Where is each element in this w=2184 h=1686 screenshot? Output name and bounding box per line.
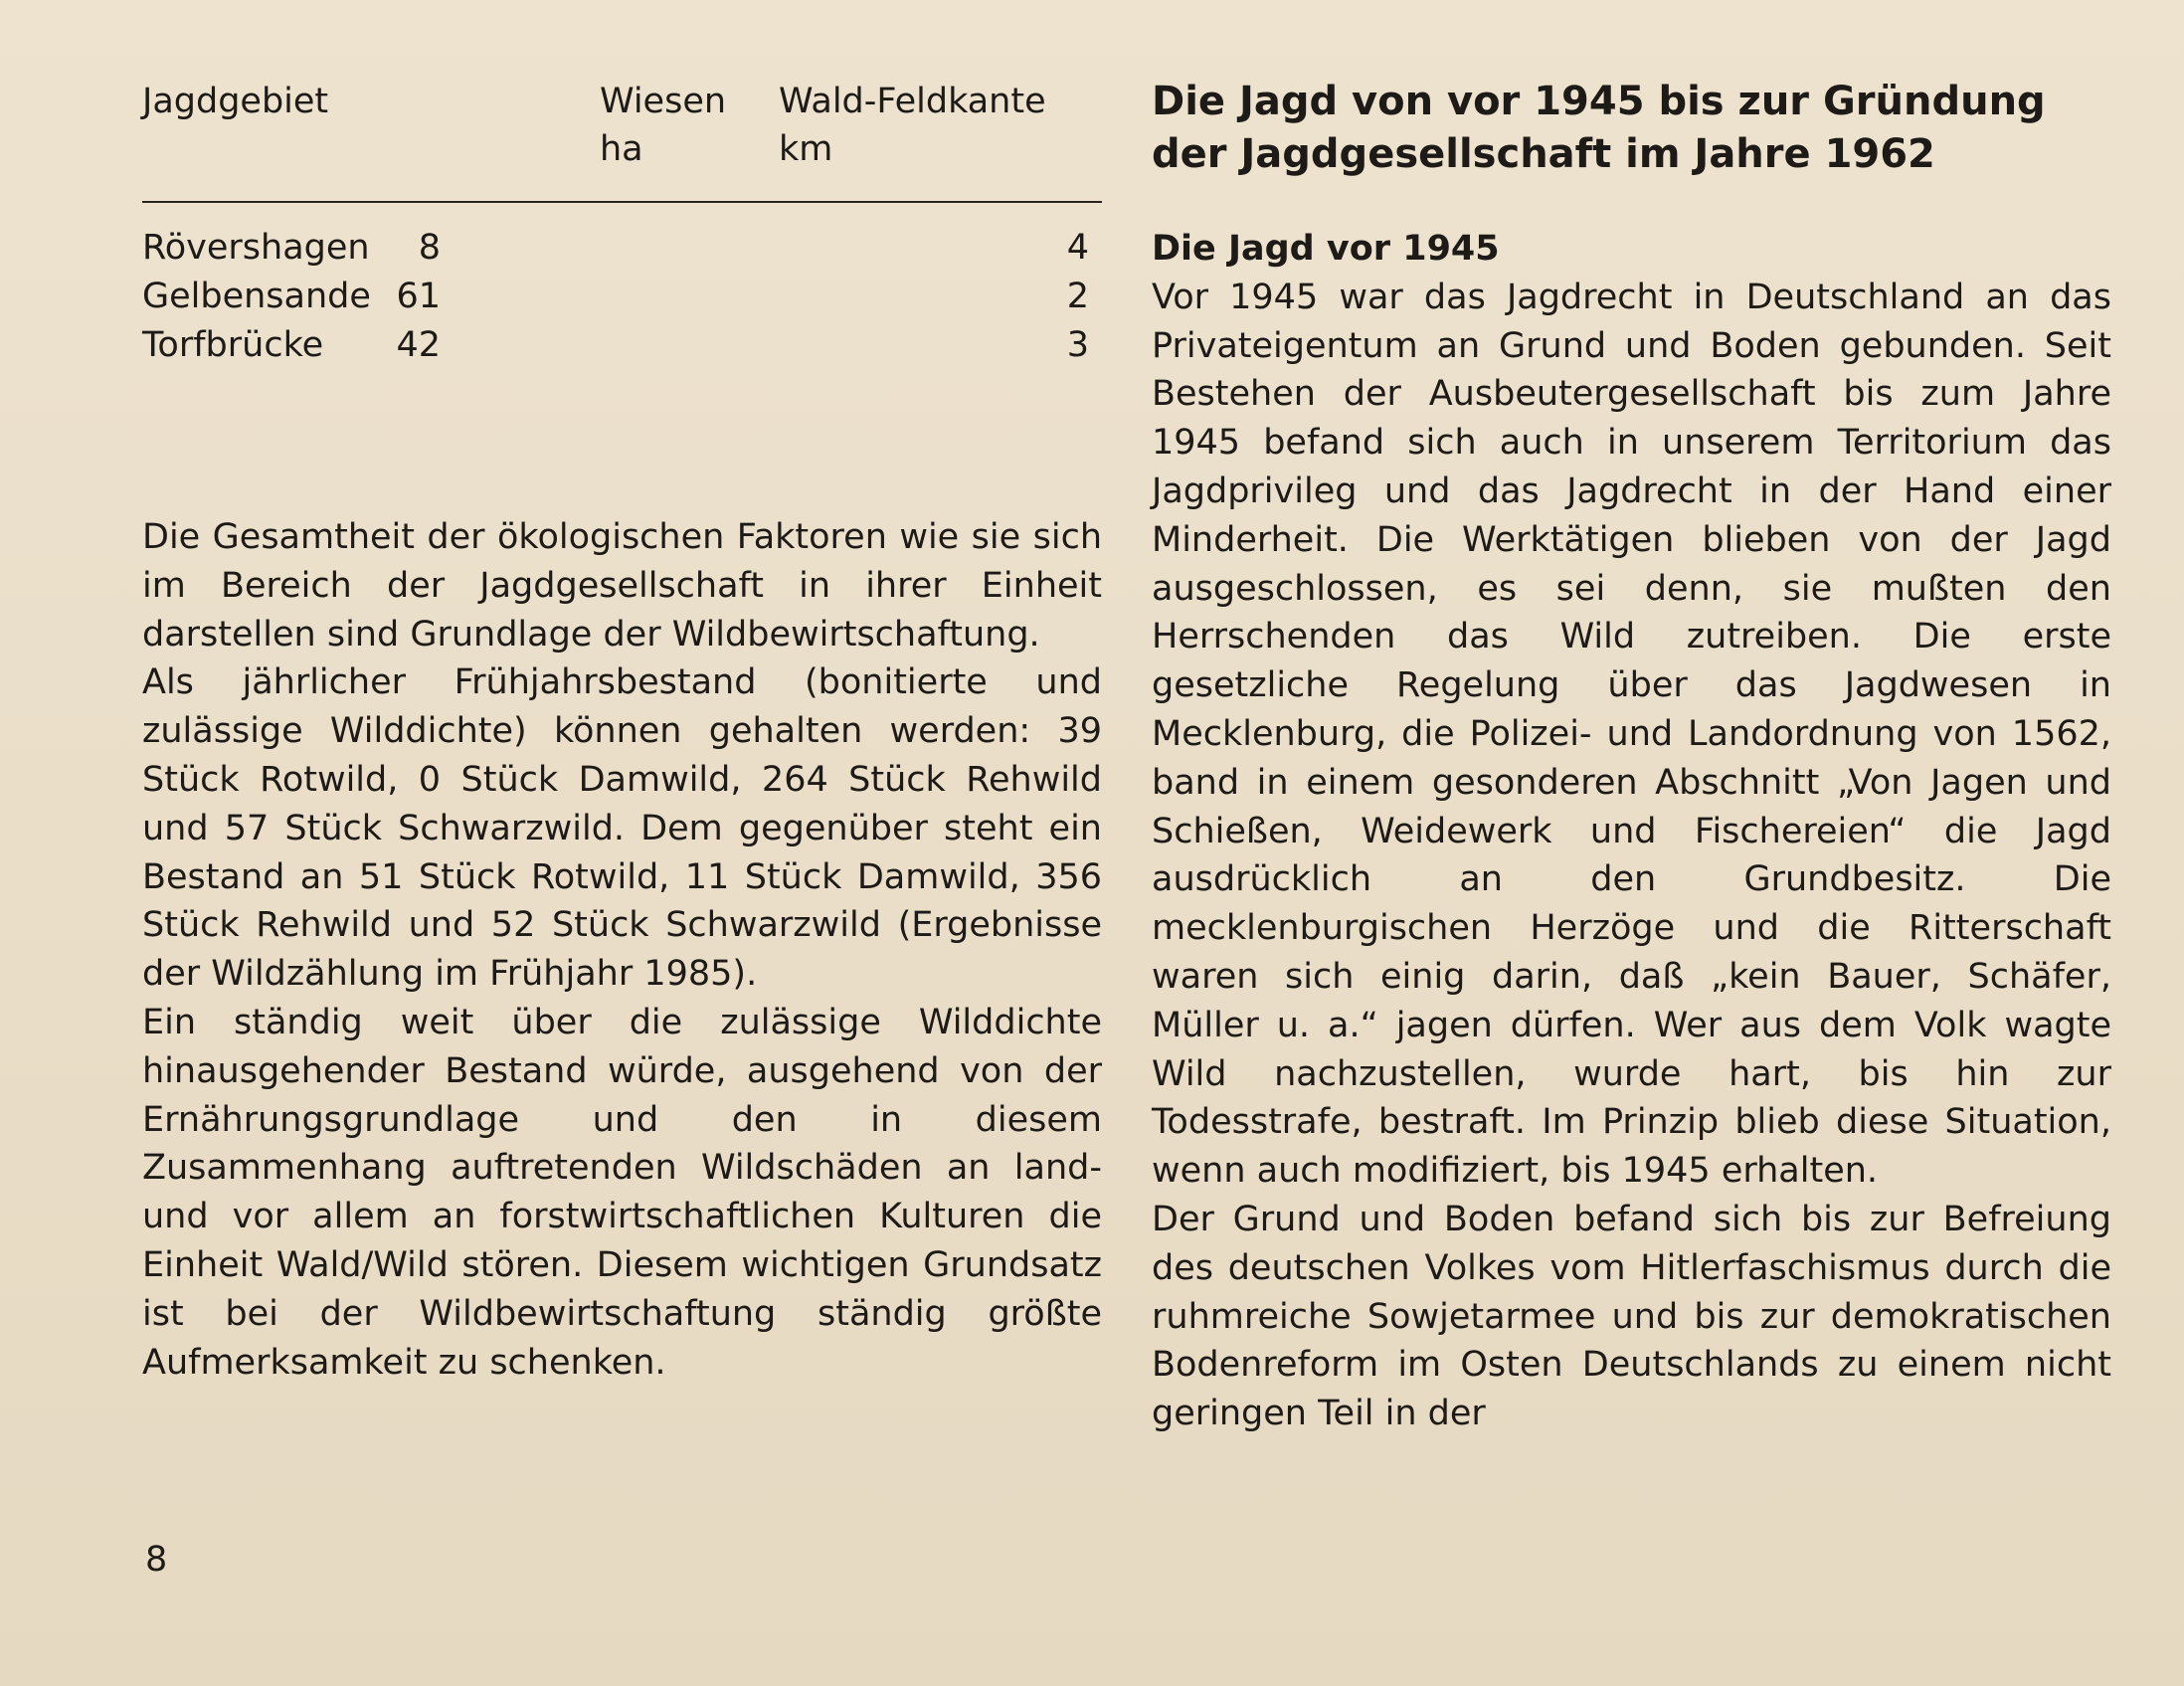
paragraph: Die Gesamtheit der ökologischen Faktoren wie sie sich im Bereich der Jagdgesellschaft in ihrer Einheit darstellen sind Grundlage der Wildbewirtschaftung.	[142, 517, 1102, 655]
row-name: Gelbensande	[142, 277, 371, 316]
table-row	[142, 224, 1102, 273]
hunting-area-table	[142, 78, 1102, 365]
table-row	[142, 321, 1102, 370]
paragraph: Ein ständig weit über die zulässige Wilddichte hinausgehender Bestand würde, ausgehend von der Ernährungsgrundlage und den in diesem Zusammenhang auftretenden Wildschäden an land- und vor allem an forstwirtschaftlichen Kulturen die Einheit Wald/Wild stören. Diesem wichtigen Grundsatz ist bei der Wildbewirtschaftung ständig größte Aufmerksamkeit zu schenken.	[142, 1002, 1102, 1383]
paragraph: Als jährlicher Frühjahrsbestand (bonitierte und zulässige Wilddichte) können gehalten werden: 39 Stück Rotwild, 0 Stück Damwild, 264 Stück Rehwild und 57 Stück Schwarzwild. Dem gegenüber steht ein Bestand an 51 Stück Rotwild, 11 Stück Damwild, 356 Stück Rehwild und 52 Stück Schwarzwild (Ergebnisse der Wildzählung im Frühjahr 1985).	[142, 662, 1102, 995]
table-divider	[142, 201, 1102, 203]
page-number: 8	[145, 1540, 168, 1580]
left-column-text	[142, 513, 1102, 1387]
table-row	[142, 273, 1102, 321]
row-name: Rövershagen	[142, 228, 370, 268]
header-jagdgebiet: Jagdgebiet	[142, 82, 329, 121]
paragraph: Der Grund und Boden befand sich bis zur Befreiung des deutschen Volkes vom Hitlerfaschismus durch die ruhmreiche Sowjetarmee und bis zur demokratischen Bodenreform im Osten Deutschlands zu einem nicht geringen Teil in der	[1152, 1199, 2111, 1434]
header-wald-feldkante: Wald-Feldkante km	[779, 82, 1046, 169]
header-wiesen: Wiesen ha	[600, 82, 727, 169]
row-kante: 2	[1066, 277, 1089, 316]
row-kante: 4	[1066, 228, 1089, 268]
right-column-text	[1152, 225, 2111, 1438]
row-wiesen: 8	[418, 228, 441, 268]
row-name: Torfbrücke	[142, 325, 324, 365]
paragraph: Vor 1945 war das Jagdrecht in Deutschland an das Privateigentum an Grund und Boden gebunden. Seit Bestehen der Ausbeutergesellschaft bis zum Jahre 1945 befand sich auch in unserem Territorium das Jagdprivileg und das Jagdrecht in der Hand einer Minderheit. Die Werktätigen blieben von der Jagd ausgeschlossen, es sei denn, sie mußten den Herrschenden das Wild zutreiben. Die erste gesetzliche Regelung über das Jagdwesen in Mecklenburg, die Polizei- und Landordnung von 1562, band in einem gesonderen Abschnitt „Von Jagen und Schießen, Weidewerk und Fischereien“ die Jagd ausdrücklich an den Grundbesitz. Die mecklenburgischen Herzöge und die Ritterschaft waren sich einig darin, daß „kein Bauer, Schäfer, Müller u. a.“ jagen dürfen. Wer aus dem Volk wagte Wild nachzustellen, wurde hart, bis hin zur Todesstrafe, bestraft. Im Prinzip blieb diese Situation, wenn auch modifiziert, bis 1945 erhalten.	[1152, 277, 2111, 1192]
row-wiesen: 42	[396, 325, 441, 365]
row-kante: 3	[1066, 325, 1089, 365]
subsection-heading: Die Jagd vor 1945	[1152, 229, 1500, 269]
table-body	[142, 224, 1102, 370]
section-heading: Die Jagd von vor 1945 bis zur Gründung der Jagdgesellschaft im Jahre 1962	[1152, 79, 2046, 177]
row-wiesen: 61	[396, 277, 441, 316]
table-header	[142, 78, 1102, 173]
